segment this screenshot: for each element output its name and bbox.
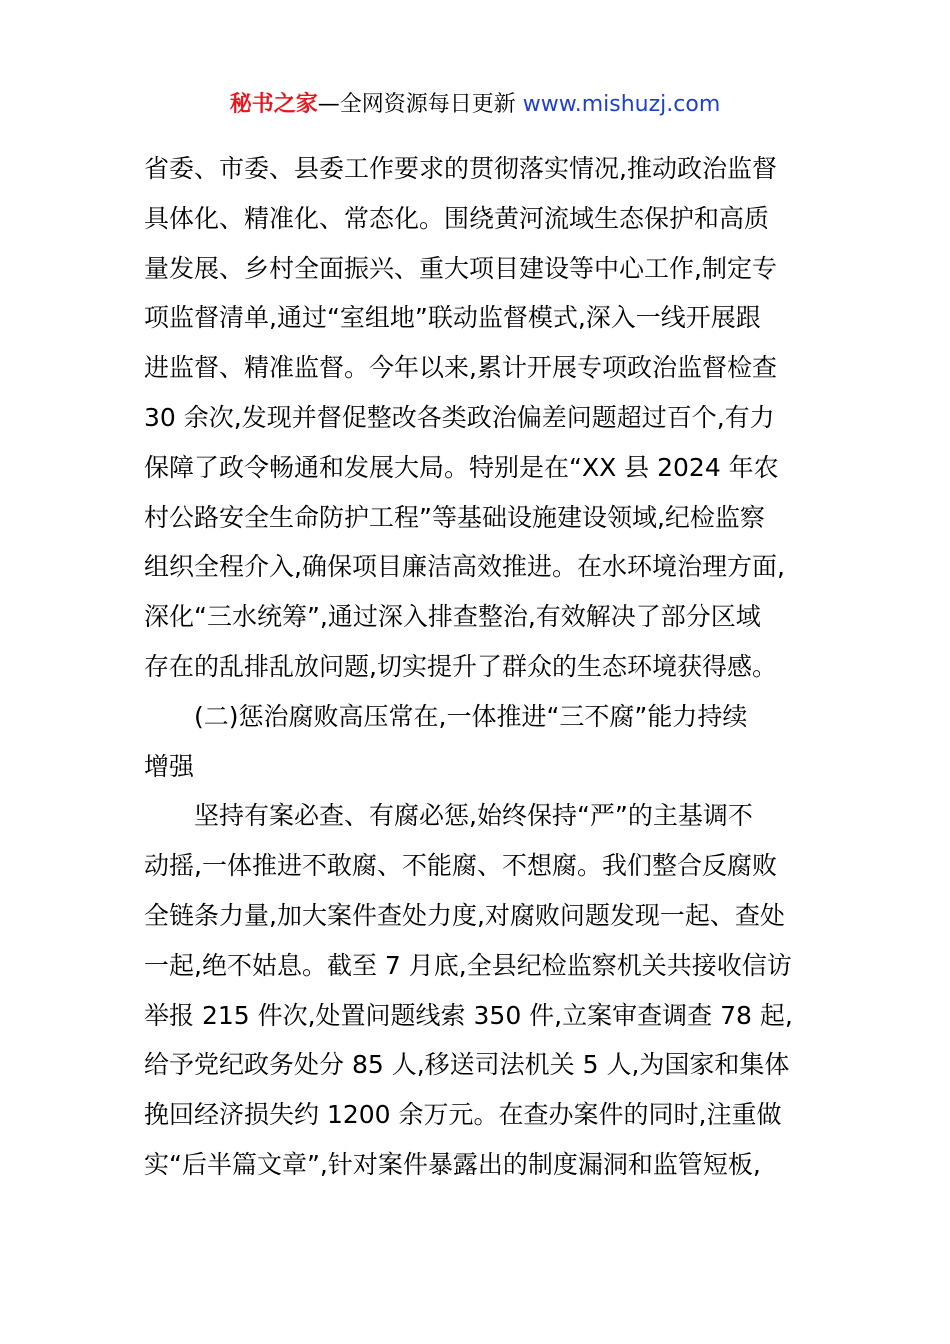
text-line: 省委、市委、县委工作要求的贯彻落实情况,推动政治监督 <box>144 154 777 183</box>
text-line: 举报 215 件次,处置问题线索 350 件,立案审查调查 78 起, <box>144 1000 793 1030</box>
text-line: 具体化、精准化、常态化。围绕黄河流域生态保护和高质 <box>144 203 770 233</box>
text-line: 进监督、精准监督。今年以来,累计开展专项政治监督检查 <box>144 353 777 383</box>
text-line: 动摇,一体推进不敢腐、不能腐、不想腐。我们整合反腐败 <box>144 851 777 881</box>
text-line: 项监督清单,通过“室组地”联动监督模式,深入一线开展跟 <box>144 303 761 333</box>
text-line: 坚持有案必查、有腐必惩,始终保持“严”的主基调不 <box>144 801 753 831</box>
text-line: 全链条力量,加大案件查处力度,对腐败问题发现一起、查处 <box>144 900 785 930</box>
text-line: 给予党纪政务处分 85 人,移送司法机关 5 人,为国家和集体 <box>144 1050 790 1080</box>
text-line: 量发展、乡村全面振兴、重大项目建设等中心工作,制定专 <box>144 253 777 283</box>
text-line: 村公路安全生命防护工程”等基础设施建设领域,纪检监察 <box>144 502 765 532</box>
document-body <box>144 144 810 1190</box>
text-line: 深化“三水统筹”,通过深入排查整治,有效解决了部分区域 <box>144 602 761 632</box>
section-heading-line: 增强 <box>144 751 195 781</box>
text-line: 存在的乱排乱放问题,切实提升了群众的生态环境获得感。 <box>144 651 777 681</box>
text-line: 挽回经济损失约 1200 余万元。在查办案件的同时,注重做 <box>144 1100 782 1130</box>
text-line: 一起,绝不姑息。截至 7 月底,全县纪检监察机关共接收信访 <box>144 950 792 980</box>
site-url-link[interactable]: www.mishuzj.com <box>522 92 721 117</box>
text-line: 保障了政令畅通和发展大局。特别是在“XX 县 2024 年农 <box>144 452 779 482</box>
text-line: 30 余次,发现并督促整改各类政治偏差问题超过百个,有力 <box>144 402 775 432</box>
header-slogan: —全网资源每日更新 <box>317 92 523 117</box>
text-line: 组织全程介入,确保项目廉洁高效推进。在水环境治理方面, <box>144 552 785 582</box>
text-line: 实“后半篇文章”,针对案件暴露出的制度漏洞和监管短板, <box>144 1149 761 1179</box>
brand-name: 秘书之家 <box>229 92 318 117</box>
page-header <box>0 88 950 122</box>
section-heading-line: (二)惩治腐败高压常在,一体推进“三不腐”能力持续 <box>144 701 748 731</box>
